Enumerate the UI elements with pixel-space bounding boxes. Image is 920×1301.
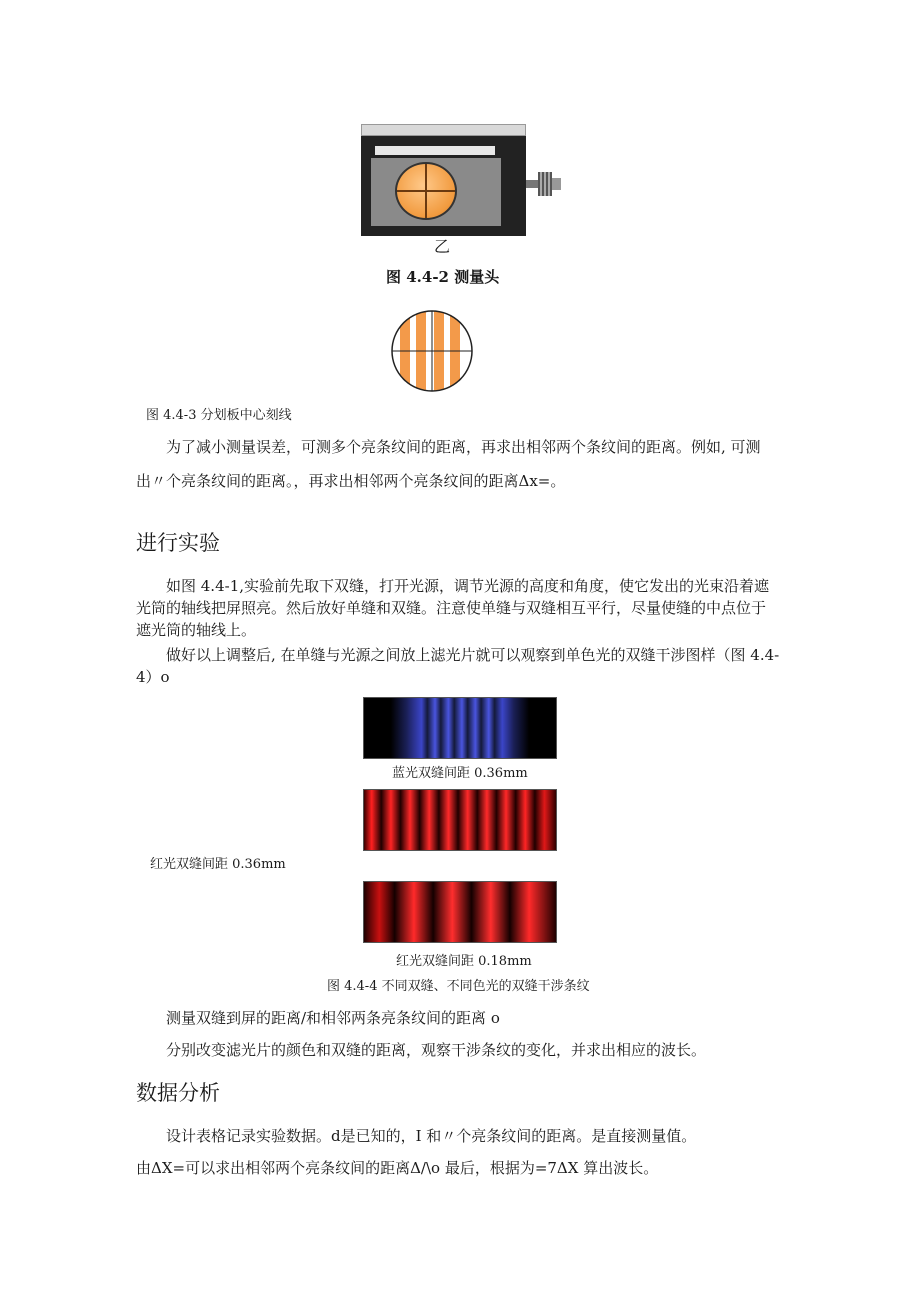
intro-line-2: 出〃个亮条纹间的距离。，再求出相邻两个亮条纹间的距离Δx=。 (136, 472, 566, 490)
measuring-head-figure (361, 124, 561, 236)
experiment-p4: 分别改变滤光片的颜色和双缝的距离，观察干涉条纹的变化，并求出相应的波长。 (166, 1041, 707, 1059)
vernier-scale (375, 146, 495, 155)
blue-fringe-pattern (363, 697, 557, 759)
figure-caption-4-4-2: 图 4.4-2 测量头 (386, 268, 500, 286)
experiment-p2-line-1: 做好以上调整后, 在单缝与光源之间放上滤光片就可以观察到单色光的双缝干涉图样（图 4.4- (166, 646, 780, 664)
red-fringe-caption-036: 红光双缝间距 0.36mm (150, 857, 286, 872)
measuring-head-body (361, 136, 526, 236)
reticle-figure (390, 298, 474, 404)
crosshair-horizontal (397, 190, 455, 192)
experiment-p1-line-2: 光筒的轴线把屏照亮。然后放好单缝和双缝。注意使单缝与双缝相互平行，尽量使缝的中点位于 (136, 599, 767, 617)
knob-end (552, 178, 561, 190)
figure-caption-4-4-3: 图 4.4-3 分划板中心刻线 (146, 408, 292, 423)
experiment-p1-line-3: 遮光筒的轴线上。 (136, 621, 257, 639)
main-scale (361, 124, 526, 136)
intro-line-1: 为了减小测量误差，可测多个亮条纹间的距离，再求出相邻两个条纹间的距离。例如, 可测 (166, 438, 761, 456)
analysis-p1: 设计表格记录实验数据。d是已知的，I 和〃个亮条纹间的距离。是直接测量值。 (166, 1127, 697, 1145)
red-fringe-pattern-036 (363, 789, 557, 851)
figure-sublabel: 乙 (434, 237, 451, 256)
blue-fringe-caption: 蓝光双缝间距 0.36mm (392, 766, 528, 781)
analysis-p2: 由ΔX=可以求出相邻两个亮条纹间的距离Δ/\o 最后，根据为=7ΔX 算出波长。 (136, 1159, 659, 1177)
red-fringe-caption-018: 红光双缝间距 0.18mm (396, 954, 532, 969)
experiment-p1-line-1: 如图 4.4-1,实验前先取下双缝，打开光源，调节光源的高度和角度，使它发出的光束沿着遮 (166, 577, 770, 595)
section-heading-experiment: 进行实验 (136, 531, 220, 555)
section-heading-analysis: 数据分析 (136, 1081, 220, 1105)
red-fringe-pattern-018 (363, 881, 557, 943)
experiment-p3: 测量双缝到屏的距离/和相邻两条亮条纹间的距离 o (166, 1009, 500, 1027)
experiment-p2-line-2: 4）o (136, 668, 170, 686)
figure-caption-4-4-4: 图 4.4-4 不同双缝、不同色光的双缝干涉条纹 (327, 979, 590, 994)
adjustment-knob (538, 172, 552, 196)
